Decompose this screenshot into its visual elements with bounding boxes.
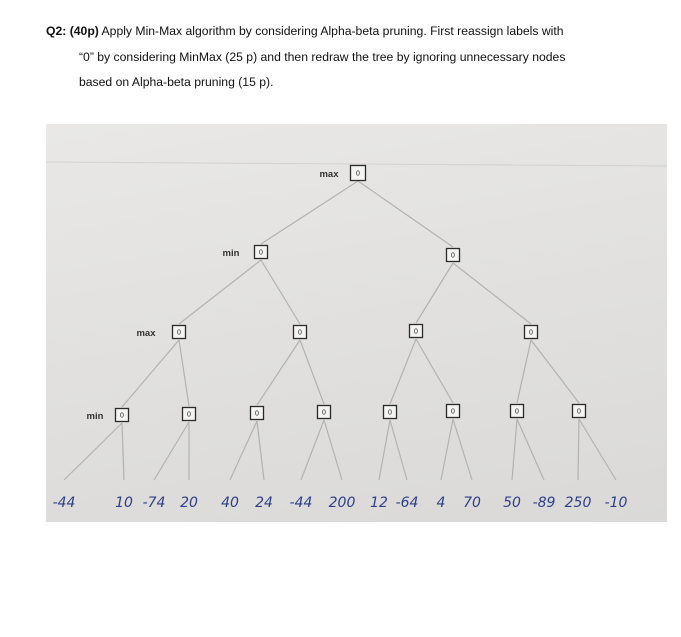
leaf-value: -74 [142,495,166,511]
leaf-value: -44 [52,495,76,511]
tree-node-value: 0 [298,329,302,337]
tree-node-value: 0 [577,408,581,416]
level-label-max: max [136,328,156,339]
leaf-edge [390,420,407,480]
leaf-value: 12 [370,495,388,511]
leaf-edge [517,419,544,480]
tree-node-value: 0 [356,170,360,178]
question-line-1: Apply Min-Max algorithm by considering Alpha-beta pruning. First reassign labels with [98,24,564,38]
leaf-value: 40 [221,495,239,511]
tree-edge [261,181,358,244]
leaf-value: 10 [115,495,133,511]
leaf-edge [579,419,616,480]
leaf-value: -10 [604,495,628,511]
tree-node-value: 0 [529,329,533,337]
leaf-edge [324,420,342,480]
tree-edge [531,340,579,403]
question-line-3: based on Alpha-beta pruning (15 p). [79,75,274,89]
game-tree [46,124,667,522]
tree-node-value: 0 [259,249,263,257]
tree-edge [416,339,453,403]
leaf-value: 70 [463,495,481,511]
tree-edge [122,340,179,407]
leaf-edge [379,420,390,480]
tree-edge [390,339,416,404]
leaf-value: -64 [395,495,419,511]
tree-node-value: 0 [515,408,519,416]
level-label-min: min [86,411,104,422]
leaf-edge [301,420,324,480]
level-label-min: min [222,248,240,259]
question-label: Q2: (40p) [46,24,99,38]
leaf-edge [512,419,517,480]
tree-edge [416,263,453,323]
leaf-edge [122,423,124,480]
leaf-value: -89 [532,495,556,511]
tree-node-value: 0 [120,412,124,420]
leaf-edge [64,423,122,480]
leaf-value: -44 [289,495,313,511]
tree-node-value: 0 [388,409,392,417]
leaf-edge [230,421,257,480]
question-line-2: “0” by considering MinMax (25 p) and then redraw the tree by ignoring unnecessary nodes [79,49,566,64]
tree-edge [517,340,531,403]
tree-edge [179,260,261,324]
leaf-edge [453,419,472,480]
tree-edge [179,340,189,406]
tree-edge [300,340,324,404]
tree-photo [46,124,667,522]
tree-edge [358,181,453,247]
leaf-value: 50 [503,495,521,511]
tree-node-value: 0 [322,409,326,417]
leaf-value: 20 [180,495,198,511]
leaf-value: 200 [328,495,356,511]
leaf-edge [257,421,264,480]
tree-edge [261,260,300,324]
tree-node-value: 0 [187,411,191,419]
leaf-value: 24 [255,495,273,511]
tree-edge [453,263,531,324]
leaf-value: 4 [436,495,446,511]
question-text [46,19,646,96]
tree-edge [257,340,300,405]
tree-node-value: 0 [177,329,181,337]
leaf-value: 250 [564,495,592,511]
level-label-max: max [319,169,339,180]
tree-node-value: 0 [451,408,455,416]
tree-node-value: 0 [414,328,418,336]
leaf-edge [578,419,579,480]
tree-node-value: 0 [255,410,259,418]
leaf-edge [441,419,453,480]
leaf-edge [154,422,189,480]
tree-node-value: 0 [451,252,455,260]
